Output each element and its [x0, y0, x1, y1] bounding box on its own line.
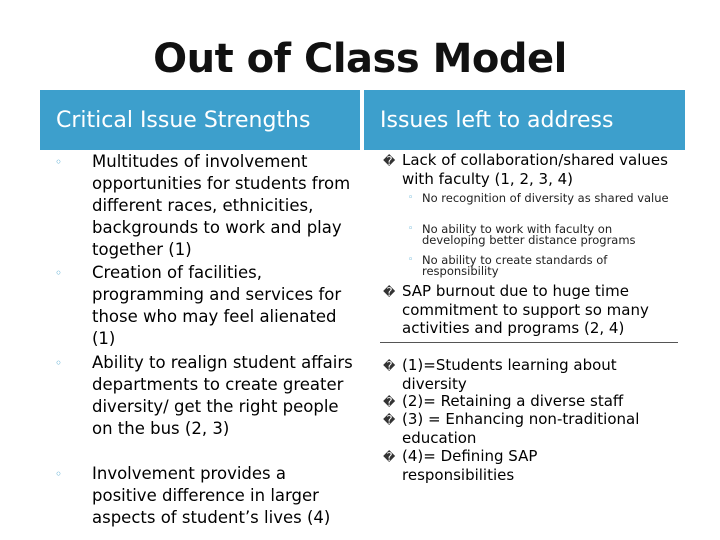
key-item: (2)= Retaining a diverse staff: [402, 392, 624, 410]
divider: [380, 342, 678, 343]
key-item: (1)=Students learning about diversity: [402, 356, 617, 393]
bullet-icon: ◦: [408, 255, 414, 265]
square-bullet-icon: �: [383, 359, 396, 373]
slide-title: Out of Class Model: [153, 36, 567, 82]
sub-list-item: No recognition of diversity as shared value: [422, 191, 669, 205]
square-bullet-icon: �: [383, 154, 396, 168]
key-item: (4)= Defining SAP responsibilities: [402, 447, 538, 484]
bullet-icon: ◦: [55, 356, 63, 370]
right-column-header-label: Issues left to address: [380, 107, 614, 133]
left-column-header-label: Critical Issue Strengths: [56, 107, 311, 133]
key-item: (3) = Enhancing non-traditional education: [402, 410, 640, 447]
list-item: Creation of facilities, programming and services for those who may feel alienated (1): [92, 263, 342, 348]
square-bullet-icon: �: [383, 450, 396, 464]
list-item: Multitudes of involvement opportunities for students from different races, ethnicities, backgrounds to work and play together (1): [92, 152, 351, 259]
list-item: Lack of collaboration/shared values with faculty (1, 2, 3, 4): [402, 151, 668, 188]
list-item: Ability to realign student affairs departments to create greater diversity/ get the right people on the bus (2, 3): [92, 353, 353, 438]
sub-list-item: No ability to work with faculty on developing better distance programs: [422, 222, 636, 247]
bullet-icon: ◦: [408, 224, 414, 234]
list-item: SAP burnout due to huge time commitment to support so many activities and programs (2, 4): [402, 282, 649, 337]
sub-list-item: No ability to create standards of responsibility: [422, 253, 608, 278]
square-bullet-icon: �: [383, 395, 396, 409]
square-bullet-icon: �: [383, 413, 396, 427]
bullet-icon: ◦: [55, 155, 63, 169]
list-item: Involvement provides a positive difference in larger aspects of student’s lives (4): [92, 464, 331, 527]
bullet-icon: ◦: [408, 193, 414, 203]
bullet-icon: ◦: [55, 467, 63, 481]
left-column-header: [40, 90, 360, 150]
bullet-icon: ◦: [55, 266, 63, 280]
right-column-header: [364, 90, 685, 150]
square-bullet-icon: �: [383, 285, 396, 299]
